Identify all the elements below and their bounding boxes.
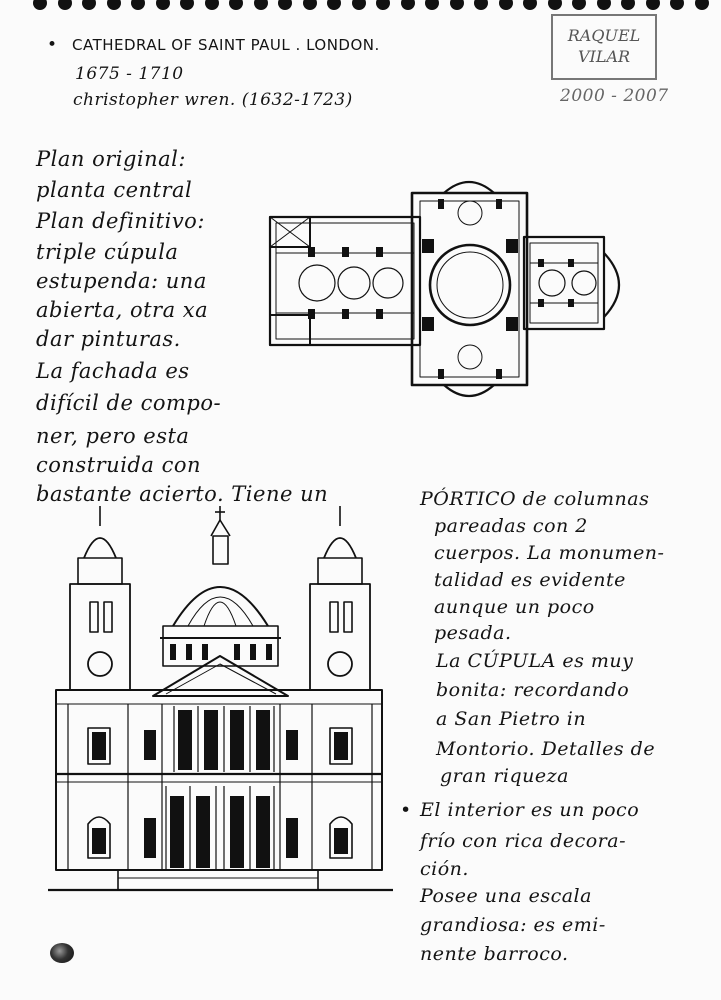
note-line: bonita: recordando <box>436 679 630 701</box>
note-line: talidad es evidente <box>434 569 626 591</box>
note-line: estupenda: una <box>36 269 207 293</box>
cathedral-floor-plan-drawing-icon <box>262 175 642 405</box>
note-line: abierta, otra xa <box>36 298 209 322</box>
binding-hole-icon <box>180 0 194 10</box>
note-line: ción. <box>420 858 469 880</box>
binding-hole-icon <box>327 0 341 10</box>
header-dates: 1675 - 1710 <box>75 64 184 84</box>
note-line: pareadas con 2 <box>434 515 588 537</box>
note-line: construida con <box>36 453 201 477</box>
binding-hole-icon <box>572 0 586 10</box>
note-line: a San Pietro in <box>436 708 587 730</box>
binding-hole-icon <box>523 0 537 10</box>
binding-hole-icon <box>156 0 170 10</box>
binding-hole-icon <box>33 0 47 10</box>
note-line: Plan original: <box>36 147 186 171</box>
note-line: Plan definitivo: <box>36 209 205 233</box>
binding-hole-icon <box>401 0 415 10</box>
note-line: La CÚPULA es muy <box>436 650 634 672</box>
binding-hole-icon <box>303 0 317 10</box>
interior-bullet: • <box>400 799 412 821</box>
note-line: pesada. <box>434 622 512 644</box>
binding-hole-icon <box>229 0 243 10</box>
note-line: grandiosa: es emi- <box>420 914 606 936</box>
note-line: gran riqueza <box>440 765 569 787</box>
note-line: Montorio. Detalles de <box>436 738 656 760</box>
stamp-first-name: RAQUEL <box>567 26 641 45</box>
author-stamp <box>551 14 657 80</box>
binding-hole-icon <box>499 0 513 10</box>
binding-hole-icon <box>425 0 439 10</box>
note-line: nente barroco. <box>420 943 569 965</box>
binding-hole-icon <box>107 0 121 10</box>
stamp-years: 2000 - 2007 <box>560 86 669 106</box>
header-architect: christopher wren. (1632-1723) <box>73 90 353 110</box>
binding-hole-icon <box>621 0 635 10</box>
note-line: PÓRTICO de columnas <box>420 488 650 510</box>
note-line: bastante acierto. Tiene un <box>36 482 329 506</box>
note-line: dar pinturas. <box>36 327 181 351</box>
binding-hole-icon <box>695 0 709 10</box>
binding-hole-icon <box>450 0 464 10</box>
note-line: El interior es un poco <box>420 799 640 821</box>
binding-hole-icon <box>474 0 488 10</box>
binding-hole-icon <box>670 0 684 10</box>
cathedral-facade-drawing-icon <box>48 498 393 903</box>
note-line: planta central <box>36 178 193 202</box>
note-line: Posee una escala <box>420 885 592 907</box>
binding-hole-icon <box>278 0 292 10</box>
note-line: aunque un poco <box>434 596 595 618</box>
note-line: ner, pero esta <box>36 424 190 448</box>
note-line: La fachada es <box>36 359 190 383</box>
binding-hole-icon <box>131 0 145 10</box>
header-title: CATHEDRAL OF SAINT PAUL . LONDON. <box>72 36 380 54</box>
binding-hole-icon <box>646 0 660 10</box>
note-line: triple cúpula <box>36 240 179 264</box>
binding-hole-icon <box>254 0 268 10</box>
binding-hole-icon <box>82 0 96 10</box>
header-bullet: • <box>47 35 58 55</box>
binding-hole-icon <box>205 0 219 10</box>
binding-hole-icon <box>597 0 611 10</box>
note-line: frío con rica decora- <box>420 830 627 852</box>
binding-hole-icon <box>58 0 72 10</box>
binding-hole-icon <box>376 0 390 10</box>
note-line: difícil de compo- <box>36 391 222 415</box>
binding-hole-icon <box>352 0 366 10</box>
binding-hole-icon <box>548 0 562 10</box>
note-line: cuerpos. La monumen- <box>434 542 665 564</box>
spiral-binding-holes-icon <box>0 0 721 14</box>
ink-blot-icon <box>50 943 74 963</box>
stamp-last-name: VILAR <box>577 47 631 66</box>
